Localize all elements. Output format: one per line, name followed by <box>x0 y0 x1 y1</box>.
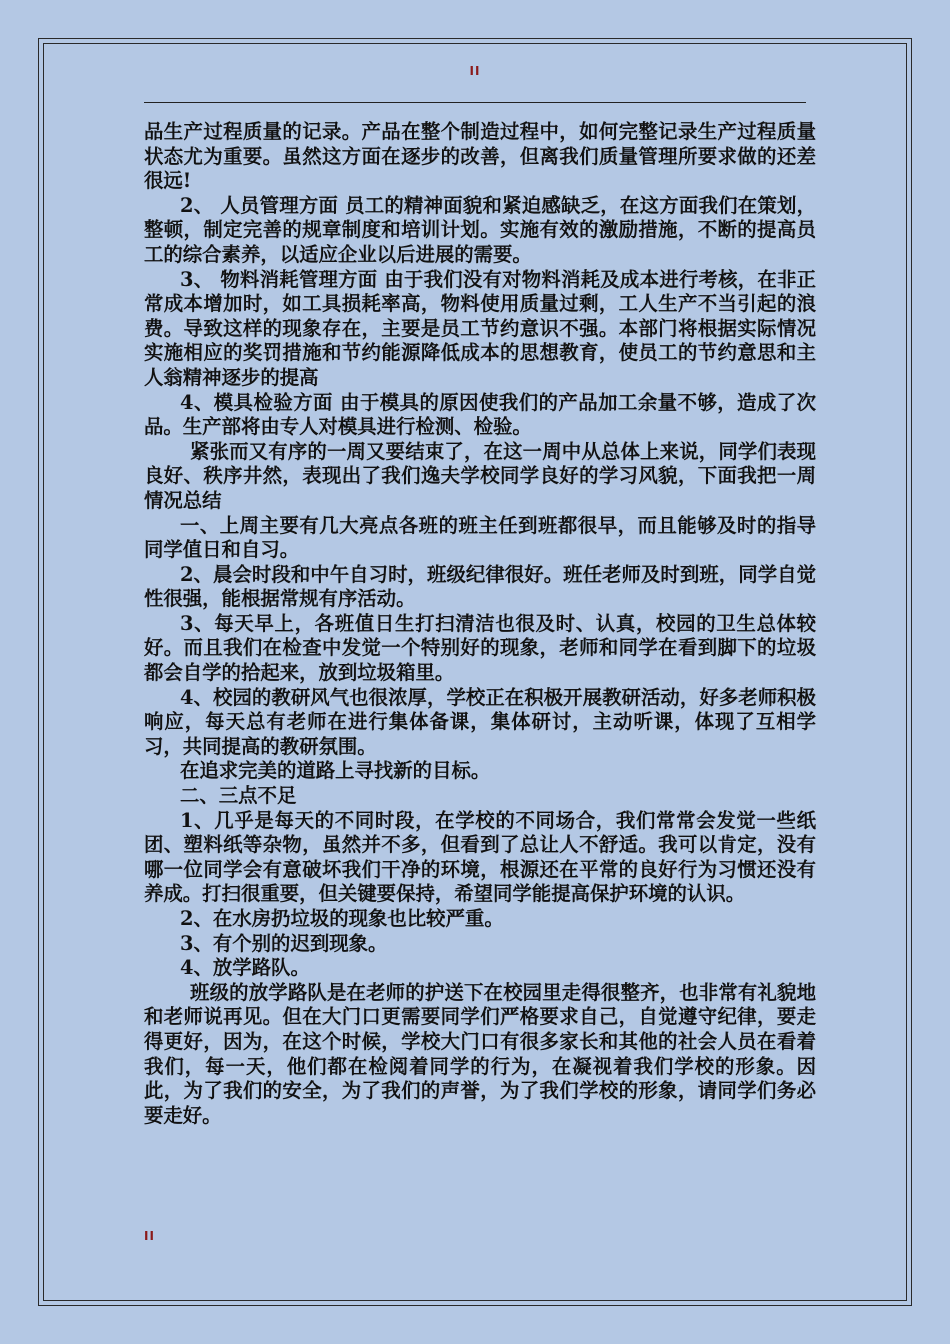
footer-mark: II <box>144 1229 155 1243</box>
paragraph: 二、三点不足 <box>180 784 297 808</box>
paragraph: 品生产过程质量的记录。产品在整个制造过程中，如何完整记录生产过程质量状态尤为重要。虽然这方面在逐步的改善，但离我们质量管理所要求做的还差很远! <box>144 120 816 193</box>
paragraph: 一、上周主要有几大亮点各班的班主任到班都很早，而且能够及时的指导同学值日和自习。 <box>144 513 816 562</box>
paragraph: 2、在水房扔垃圾的现象也比较严重。 <box>180 907 504 930</box>
header-mark: II <box>469 64 481 78</box>
paragraph: 4、模具检验方面 由于模具的原因使我们的产品加工余量不够，造成了次品。生产部将由专人对模具进行检测、检验。 <box>144 390 816 439</box>
paragraph: 在追求完美的道路上寻找新的目标。 <box>180 759 491 783</box>
paragraph: 3、有个别的迟到现象。 <box>180 931 388 955</box>
paragraph: 4、放学路队。 <box>180 956 310 980</box>
header-rule <box>144 102 806 103</box>
paragraph: 班级的放学路队是在老师的护送下在校园里走得很整齐，也非常有礼貌地和老师说再见。但在大门口更需要同学们严格要求自己，自觉遵守纪律，要走得更好，因为，在这个时候，学校大门口有很多家长和其他的社会人员在看着我们，每一天，他们都在检阅着同学的行为，在凝视着我们学校的形象。因此，为了我们的安全，为了我们的声誉，为了我们学校的形象，请同学们务必要走好。 <box>144 980 816 1127</box>
paragraph: 2、 人员管理方面 员工的精神面貌和紧迫感缺乏，在这方面我们在策划，整顿，制定完善的规章制度和培训计划。实施有效的激励措施，不断的提高员工的综合素养，以适应企业以后进展的需要。 <box>144 193 816 266</box>
document-body <box>144 120 816 1128</box>
paragraph: 紧张而又有序的一周又要结束了，在这一周中从总体上来说，同学们表现良好、秩序井然，表现出了我们逸夫学校同学良好的学习风貌，下面我把一周情况总结 <box>144 439 816 512</box>
paragraph: 1、几乎是每天的不同时段，在学校的不同场合，我们常常会发觉一些纸团、塑料纸等杂物，虽然并不多，但看到了总让人不舒适。我可以肯定，没有哪一位同学会有意破坏我们干净的环境，根源还在平常的良好行为习惯还没有养成。打扫很重要，但关键要保持，希望同学能提高保护环境的认识。 <box>144 808 816 906</box>
paragraph: 3、 物料消耗管理方面 由于我们没有对物料消耗及成本进行考核，在非正常成本增加时，如工具损耗率高，物料使用质量过剩，工人生产不当引起的浪费。导致这样的现象存在，主要是员工节约意识不强。本部门将根据实际情况实施相应的奖罚措施和节约能源降低成本的思想教育，使员工的节约意思和主人翁精神逐步的提高 <box>144 267 816 389</box>
paragraph: 4、校园的教研风气也很浓厚，学校正在积极开展教研活动，好多老师积极响应，每天总有老师在进行集体备课，集体研讨，主动听课，体现了互相学习，共同提高的教研氛围。 <box>144 685 816 758</box>
paragraph: 2、晨会时段和中午自习时，班级纪律很好。班任老师及时到班，同学自觉性很强，能根据常规有序活动。 <box>144 562 816 611</box>
paragraph: 3、每天早上，各班值日生打扫清洁也很及时、认真，校园的卫生总体较好。而且我们在检查中发觉一个特别好的现象，老师和同学在看到脚下的垃圾都会自学的拾起来，放到垃圾箱里。 <box>144 611 816 685</box>
